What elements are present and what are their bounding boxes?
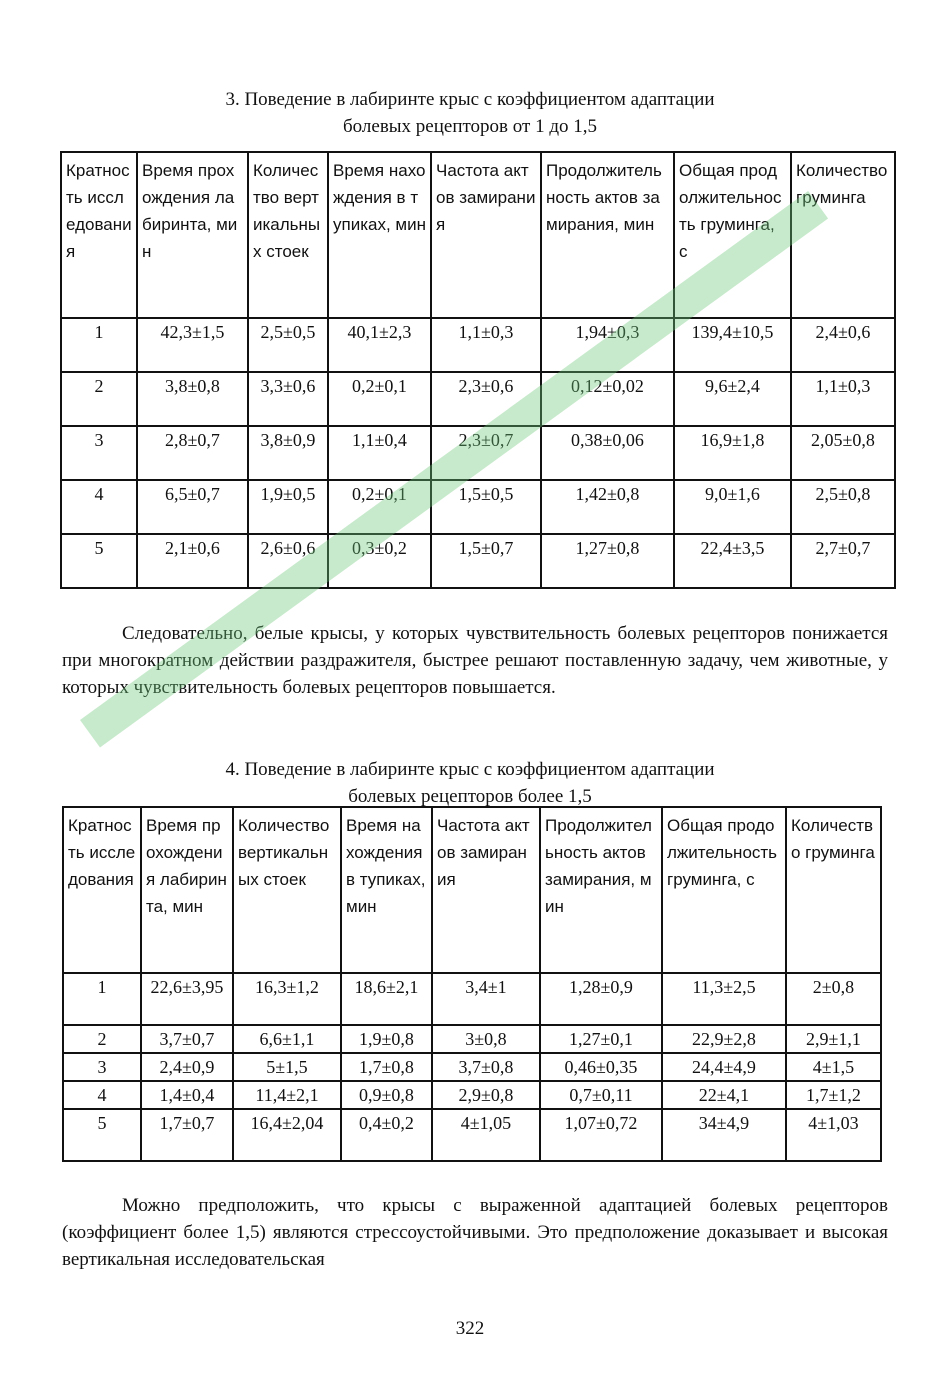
table2-caption-line1: 4. Поведение в лабиринте крыс с коэффициентом адаптации xyxy=(225,759,715,780)
table-cell: 1,27±0,8 xyxy=(541,534,674,588)
table-cell: 0,4±0,2 xyxy=(341,1109,432,1161)
table1-header-cell: Время нахождения в тупиках, мин xyxy=(328,152,431,318)
table1-caption-line1: 3. Поведение в лабиринте крыс с коэффициентом адаптации xyxy=(225,89,715,110)
table-cell: 1,1±0,4 xyxy=(328,426,431,480)
table2-header-cell: Общая продолжительность груминга, с xyxy=(662,807,786,973)
table1-header-cell: Количество груминга xyxy=(791,152,895,318)
table2-caption xyxy=(0,756,940,810)
table-cell: 1,5±0,5 xyxy=(431,480,541,534)
table-row xyxy=(61,534,895,588)
table-cell: 1,42±0,8 xyxy=(541,480,674,534)
table-cell: 22,6±3,95 xyxy=(141,973,233,1025)
page-number: 322 xyxy=(455,1318,485,1339)
table-cell: 2,1±0,6 xyxy=(137,534,248,588)
table-cell: 2,9±1,1 xyxy=(786,1025,881,1053)
table-cell: 3 xyxy=(63,1053,141,1081)
table2-header-cell: Частота актов замирания xyxy=(432,807,540,973)
table-cell: 5 xyxy=(61,534,137,588)
table-cell: 4±1,05 xyxy=(432,1109,540,1161)
table2-caption-line2: болевых рецепторов более 1,5 xyxy=(348,786,592,807)
table-cell: 2,5±0,5 xyxy=(248,318,328,372)
table2 xyxy=(62,806,882,1162)
table-cell: 2,8±0,7 xyxy=(137,426,248,480)
table-cell: 0,3±0,2 xyxy=(328,534,431,588)
table-cell: 2,6±0,6 xyxy=(248,534,328,588)
table-cell: 2,5±0,8 xyxy=(791,480,895,534)
table1-caption-line2: болевых рецепторов от 1 до 1,5 xyxy=(342,116,597,137)
table-cell: 16,3±1,2 xyxy=(233,973,341,1025)
paragraph2-text: Можно предположить, что крысы с выраженной адаптацией болевых рецепторов (коэффициент более 1,5) являются стрессоустойчивыми. Это предположение доказывает и высокая вертикальная исследовательская xyxy=(62,1195,888,1270)
table-cell: 11,4±2,1 xyxy=(233,1081,341,1109)
table-cell: 1,27±0,1 xyxy=(540,1025,662,1053)
table-row xyxy=(61,480,895,534)
table-row xyxy=(63,1053,881,1081)
paragraph-hypothesis xyxy=(62,1192,888,1273)
table-cell: 0,46±0,35 xyxy=(540,1053,662,1081)
table2-header-row xyxy=(63,807,881,973)
table-cell: 4 xyxy=(63,1081,141,1109)
table-cell: 3,7±0,8 xyxy=(432,1053,540,1081)
table-cell: 0,9±0,8 xyxy=(341,1081,432,1109)
table-cell: 2,4±0,9 xyxy=(141,1053,233,1081)
table-cell: 1,28±0,9 xyxy=(540,973,662,1025)
table-cell: 3 xyxy=(61,426,137,480)
table-cell: 1,9±0,8 xyxy=(341,1025,432,1053)
table-cell: 1,1±0,3 xyxy=(431,318,541,372)
table-cell: 1,94±0,3 xyxy=(541,318,674,372)
table-cell: 1,7±1,2 xyxy=(786,1081,881,1109)
table-cell: 1,7±0,7 xyxy=(141,1109,233,1161)
table1-header-cell: Общая продолжительность груминга, с xyxy=(674,152,791,318)
table-cell: 40,1±2,3 xyxy=(328,318,431,372)
table-cell: 3,3±0,6 xyxy=(248,372,328,426)
table-cell: 1,7±0,8 xyxy=(341,1053,432,1081)
table-cell: 6,6±1,1 xyxy=(233,1025,341,1053)
table-cell: 24,4±4,9 xyxy=(662,1053,786,1081)
table-row xyxy=(63,1025,881,1053)
table2-header-cell: Время прохождения лабиринта, мин xyxy=(141,807,233,973)
table-cell: 9,6±2,4 xyxy=(674,372,791,426)
table1-header-cell: Кратность исследования xyxy=(61,152,137,318)
table2-header-cell: Кратность исследования xyxy=(63,807,141,973)
table-cell: 42,3±1,5 xyxy=(137,318,248,372)
table2-header-cell: Время нахождения в тупиках, мин xyxy=(341,807,432,973)
table-cell: 0,7±0,11 xyxy=(540,1081,662,1109)
table-cell: 0,12±0,02 xyxy=(541,372,674,426)
table-cell: 34±4,9 xyxy=(662,1109,786,1161)
table-row xyxy=(61,372,895,426)
table-cell: 4 xyxy=(61,480,137,534)
table-cell: 2 xyxy=(63,1025,141,1053)
table-cell: 22±4,1 xyxy=(662,1081,786,1109)
table-cell: 1,1±0,3 xyxy=(791,372,895,426)
table-cell: 16,4±2,04 xyxy=(233,1109,341,1161)
table-cell: 2,3±0,6 xyxy=(431,372,541,426)
table-cell: 3±0,8 xyxy=(432,1025,540,1053)
table-cell: 3,8±0,8 xyxy=(137,372,248,426)
table2-header-cell: Количество вертикальных стоек xyxy=(233,807,341,973)
table-cell: 1 xyxy=(61,318,137,372)
table1-header-cell: Время прохождения лабиринта, мин xyxy=(137,152,248,318)
table-cell: 22,9±2,8 xyxy=(662,1025,786,1053)
table-cell: 2,4±0,6 xyxy=(791,318,895,372)
table-cell: 1 xyxy=(63,973,141,1025)
table-cell: 22,4±3,5 xyxy=(674,534,791,588)
table-cell: 0,2±0,1 xyxy=(328,480,431,534)
table-cell: 1,07±0,72 xyxy=(540,1109,662,1161)
table-cell: 5 xyxy=(63,1109,141,1161)
table-cell: 2±0,8 xyxy=(786,973,881,1025)
table-cell: 3,8±0,9 xyxy=(248,426,328,480)
table1-header-cell: Продолжительность актов замирания, мин xyxy=(541,152,674,318)
table-cell: 139,4±10,5 xyxy=(674,318,791,372)
paragraph1-text: Следовательно, белые крысы, у которых чувствительность болевых рецепторов понижается при многократном действии раздражителя, быстрее решают поставленную задачу, чем животные, у которых чувствительность болевых рецепторов повышается. xyxy=(62,623,888,698)
table-cell: 16,9±1,8 xyxy=(674,426,791,480)
table-row xyxy=(61,318,895,372)
table-cell: 11,3±2,5 xyxy=(662,973,786,1025)
table-cell: 3,7±0,7 xyxy=(141,1025,233,1053)
table-cell: 1,4±0,4 xyxy=(141,1081,233,1109)
table-cell: 2 xyxy=(61,372,137,426)
table-cell: 2,9±0,8 xyxy=(432,1081,540,1109)
table-cell: 0,38±0,06 xyxy=(541,426,674,480)
table-cell: 0,2±0,1 xyxy=(328,372,431,426)
table1-caption xyxy=(0,86,940,140)
table-row xyxy=(63,1109,881,1161)
table-cell: 9,0±1,6 xyxy=(674,480,791,534)
table-cell: 2,05±0,8 xyxy=(791,426,895,480)
table1-header-cell: Количество вертикальных стоек xyxy=(248,152,328,318)
table-cell: 2,3±0,7 xyxy=(431,426,541,480)
table2-header-cell: Количество груминга xyxy=(786,807,881,973)
table-cell: 1,5±0,7 xyxy=(431,534,541,588)
table-cell: 5±1,5 xyxy=(233,1053,341,1081)
table-cell: 3,4±1 xyxy=(432,973,540,1025)
table-cell: 6,5±0,7 xyxy=(137,480,248,534)
table-cell: 2,7±0,7 xyxy=(791,534,895,588)
table-row xyxy=(63,973,881,1025)
table-cell: 1,9±0,5 xyxy=(248,480,328,534)
table2-header-cell: Продолжительность актов замирания, мин xyxy=(540,807,662,973)
table-cell: 4±1,5 xyxy=(786,1053,881,1081)
table1-header-cell: Частота актов замирания xyxy=(431,152,541,318)
table-row xyxy=(63,1081,881,1109)
table-cell: 4±1,03 xyxy=(786,1109,881,1161)
table-cell: 18,6±2,1 xyxy=(341,973,432,1025)
